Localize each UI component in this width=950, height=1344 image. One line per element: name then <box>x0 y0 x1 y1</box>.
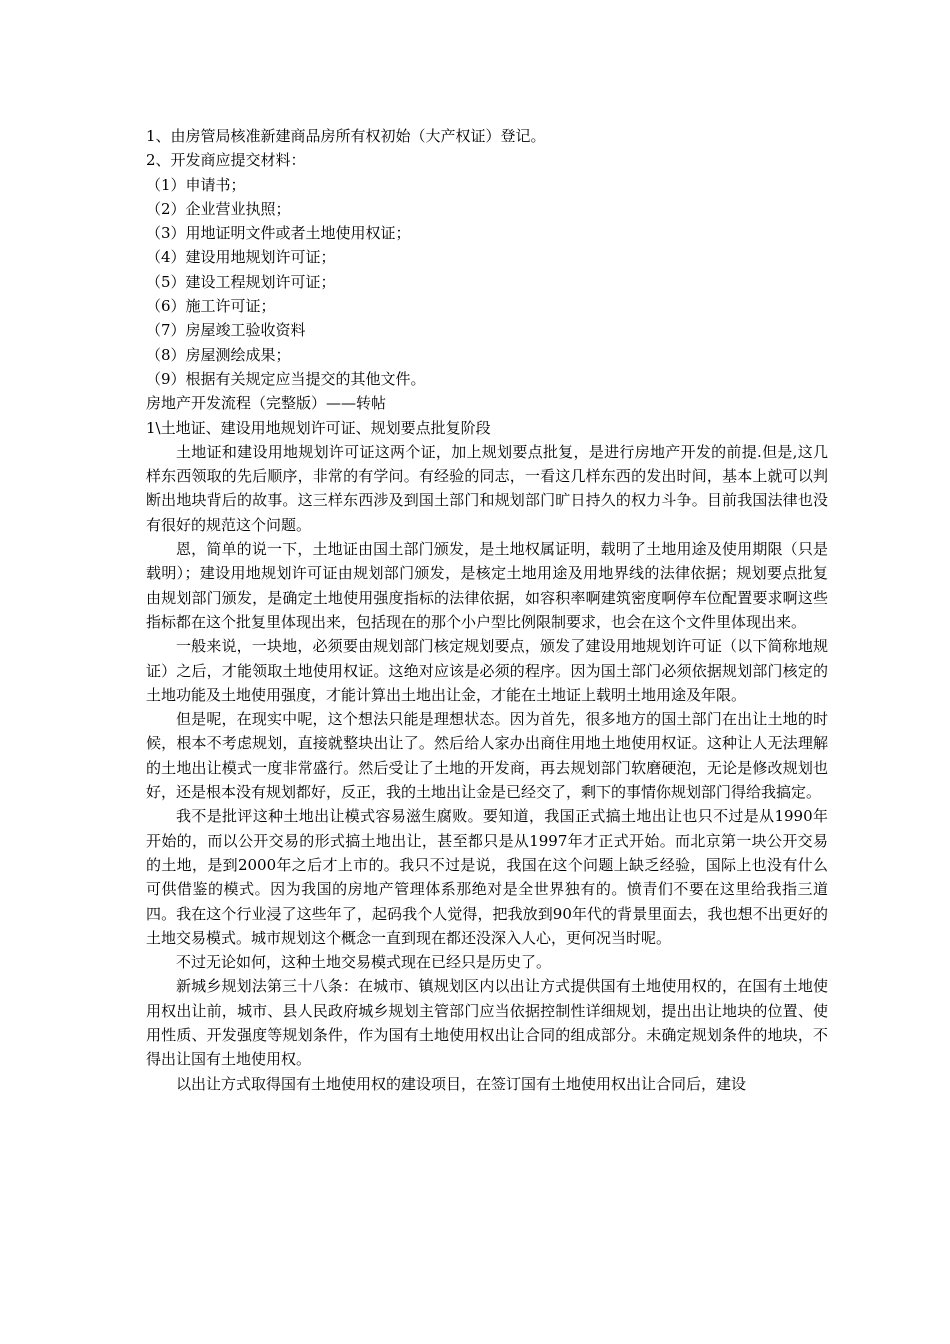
materials-list <box>146 173 828 392</box>
section-heading: 1\土地证、建设用地规划许可证、规划要点批复阶段 <box>146 418 491 437</box>
paragraph: 我不是批评这种土地出让模式容易滋生腐败。要知道，我国正式搞土地出让也只不过是从1990年开始的，而以公开交易的形式搞土地出让，甚至都只是从1997年才正式开始。而北京第一块公开交易的土地，是到2000年之后才上市的。我只不过是说，我国在这个问题上缺乏经验，国际上也没有什么可供借鉴的模式。因为我国的房地产管理体系那绝对是全世界独有的。愤青们不要在这里给我指三道四。我在这个行业浸了这些年了，起码我个人觉得，把我放到90年代的背景里面去，我也想不出更好的土地交易模式。城市规划这个概念一直到现在都还没深入人心，更何况当时呢。 <box>146 807 828 947</box>
paragraph: 恩，简单的说一下，土地证由国土部门颁发，是土地权属证明，载明了土地用途及使用期限（只是载明）；建设用地规划许可证由规划部门颁发，是核定土地用途及用地界线的法律依据；规划要点批复由规划部门颁发，是确定土地使用强度指标的法律依据，如容积率啊建筑密度啊停车位配置要求啊这些指标都在这个批复里体现出来，包括现在的那个小户型比例限制要求，也会在这个文件里体现出来。 <box>146 540 828 631</box>
paragraph: 新城乡规划法第三十八条：在城市、镇规划区内以出让方式提供国有土地使用权的，在国有土地使用权出让前，城市、县人民政府城乡规划主管部门应当依据控制性详细规划，提出出让地块的位置、使用性质、开发强度等规划条件，作为国有土地使用权出让合同的组成部分。未确定规划条件的地块，不得出让国有土地使用权。 <box>146 977 828 1069</box>
paragraph: 不过无论如何，这种土地交易模式现在已经只是历史了。 <box>176 953 552 972</box>
paragraph: 但是呢，在现实中呢，这个想法只能是理想状态。因为首先，很多地方的国土部门在出让土地的时候，根本不考虑规划，直接就整块出让了。然后给人家办出商住用地土地使用权证。这种让人无法理解的土地出让模式一度非常盛行。然后受让了土地的开发商，再去规划部门软磨硬泡，无论是修改规划也好，还是根本没有规划都好，反正，我的土地出让金是已经交了，剩下的事情你规划部门得给我搞定。 <box>146 710 828 802</box>
intro-line-1: 1、由房管局核准新建商品房所有权初始（大产权证）登记。 <box>146 127 546 145</box>
list-item: （6）施工许可证； <box>146 297 276 316</box>
paragraph: 一般来说，一块地，必须要由规划部门核定规划要点，颁发了建设用地规划许可证（以下简称地规证）之后，才能领取土地使用权证。这绝对应该是必须的程序。因为国土部门必须依据规划部门核定的土地功能及土地使用强度，才能计算出土地出让金，才能在土地证上载明土地用途及年限。 <box>146 637 828 704</box>
article-heading: 房地产开发流程（完整版）——转帖 <box>146 394 387 413</box>
list-item: （2）企业营业执照； <box>146 199 291 218</box>
list-item: （3）用地证明文件或者土地使用权证； <box>146 224 411 243</box>
list-item: （9）根据有关规定应当提交的其他文件。 <box>146 369 426 388</box>
list-item: （5）建设工程规划许可证； <box>146 272 336 291</box>
paragraph: 以出让方式取得国有土地使用权的建设项目，在签订国有土地使用权出让合同后，建设 <box>176 1074 747 1093</box>
intro-line-2: 2、开发商应提交材料： <box>146 151 306 170</box>
document-page <box>146 124 828 1096</box>
list-item: （4）建设用地规划许可证； <box>146 248 336 267</box>
paragraph: 土地证和建设用地规划许可证这两个证，加上规划要点批复，是进行房地产开发的前提.但是,这几样东西领取的先后顺序，非常的有学问。有经验的同志，一看这几样东西的发出时间，基本上就可以判断出地块背后的故事。这三样东西涉及到国土部门和规划部门旷日持久的权力斗争。目前我国法律也没有很好的规范这个问题。 <box>146 442 828 534</box>
list-item: （8）房屋测绘成果； <box>146 345 291 364</box>
list-item: （7）房屋竣工验收资料 <box>146 321 306 340</box>
list-item: （1）申请书； <box>146 175 246 194</box>
